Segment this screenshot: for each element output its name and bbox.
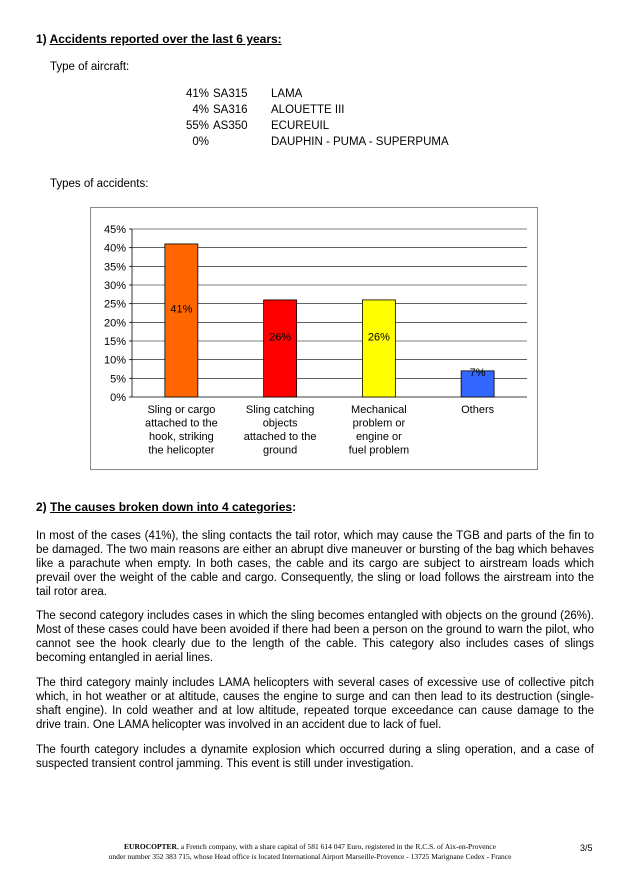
paragraph-2: The second category includes cases in which the sling becomes entangled with objects on the ground (26%). Most of these cases could have been avoided if there had been a person on the ground to warn the pilot, who cannot see the hook clearly due to the length of the cable. This category also includes cases of slings becoming entangled in aerial lines. <box>36 610 594 664</box>
bar <box>362 300 395 397</box>
x-category-label: problem or <box>352 417 406 430</box>
aircraft-name: LAMA <box>271 88 303 100</box>
aircraft-row <box>175 136 449 152</box>
y-tick-label: 25% <box>103 298 126 311</box>
section1-heading <box>36 32 282 46</box>
y-tick-label: 5% <box>110 373 126 386</box>
aircraft-name: DAUPHIN - PUMA - SUPERPUMA <box>271 136 449 148</box>
aircraft-pct: 0% <box>192 136 209 148</box>
x-category-label: fuel problem <box>348 444 410 457</box>
data-label: 7% <box>469 366 486 379</box>
page-number: 3/5 <box>580 843 593 853</box>
y-tick-label: 0% <box>110 392 126 404</box>
x-category-label: ground <box>262 444 298 457</box>
y-tick-label: 10% <box>103 354 126 367</box>
x-category-label: Sling catching <box>245 404 315 416</box>
footer-line2: under number 352 383 715, whose Head office is located International Airport Marseille-Provence - 13725 Marignane Cedex - France <box>108 852 512 861</box>
footer <box>60 842 560 862</box>
section1-number: 1) <box>36 32 47 46</box>
aircraft-row <box>175 88 449 104</box>
section2-number: 2) <box>36 500 47 514</box>
aircraft-row <box>175 104 449 120</box>
section1-title: Accidents reported over the last 6 years: <box>49 32 282 46</box>
data-label: 41% <box>170 303 193 316</box>
paragraph-1: In most of the cases (41%), the sling contacts the tail rotor, which may cause the TGB and parts of the fin to be damaged. The two main reasons are either an abrupt dive maneuver or bursting of the bag which behaves like a parachute when empty. In both cases, the cable and its cargo are subject to airstream loads which prevail over the weight of the cable and cargo. Consequently, the sling or load follows the airstream into the tail rotor area. <box>36 530 594 598</box>
aircraft-table <box>175 88 449 152</box>
aircraft-type-label: Type of aircraft: <box>50 61 130 73</box>
data-label: 26% <box>367 331 390 344</box>
aircraft-code: SA316 <box>213 104 248 116</box>
x-category-label: hook, striking <box>148 431 214 443</box>
section2-title: The causes broken down into 4 categories <box>50 500 293 514</box>
x-category-label: Mechanical <box>351 404 407 416</box>
aircraft-code: SA315 <box>213 88 248 100</box>
x-category-label: engine or <box>355 431 402 443</box>
aircraft-code: AS350 <box>213 120 248 132</box>
y-tick-label: 15% <box>103 336 126 348</box>
x-category-label: attached to the <box>144 417 218 430</box>
x-category-label: Sling or cargo <box>147 404 216 416</box>
y-tick-label: 30% <box>103 280 126 292</box>
aircraft-name: ECUREUIL <box>271 120 330 132</box>
aircraft-row <box>175 120 449 136</box>
x-category-label: Others <box>461 404 495 416</box>
y-tick-label: 20% <box>103 317 126 330</box>
x-category-label: objects <box>262 417 298 430</box>
x-category-label: attached to the <box>243 431 317 443</box>
bar <box>264 300 297 397</box>
y-tick-label: 35% <box>103 261 126 274</box>
footer-company: EUROCOPTER <box>124 842 177 851</box>
footer-line1: , a French company, with a share capital of 581 614 047 Euro, registered in the R.C.S. of Aix-en-Provence <box>176 842 496 851</box>
data-label: 26% <box>269 331 292 344</box>
y-tick-label: 45% <box>103 224 126 236</box>
paragraph-3: The third category mainly includes LAMA helicopters with several cases of excessive use of collective pitch which, in hot weather or at altitude, causes the engine to surge and can then lead to its destruction (single-shaft engine). In cold weather and at low altitude, repeated torque exceedance can cause damage to the drive train. One LAMA helicopter was involved in an accident due to lack of fuel. <box>36 677 594 731</box>
aircraft-pct: 4% <box>192 104 209 116</box>
x-category-label: the helicopter <box>148 444 215 457</box>
aircraft-code <box>209 136 271 152</box>
section2-heading: 2) The causes broken down into 4 categories: <box>36 500 297 514</box>
accident-chart <box>90 207 538 470</box>
aircraft-pct: 41% <box>185 88 209 100</box>
aircraft-name: ALOUETTE III <box>271 104 345 116</box>
paragraph-4: The fourth category includes a dynamite explosion which occurred during a sling operation, and a case of suspected transient control jamming. This event is still under investigation. <box>36 744 594 770</box>
accident-type-label: Types of accidents: <box>50 178 149 190</box>
y-tick-label: 40% <box>103 242 126 255</box>
bar <box>165 244 198 397</box>
section1-years: 6 <box>236 32 243 46</box>
aircraft-pct: 55% <box>185 120 209 132</box>
